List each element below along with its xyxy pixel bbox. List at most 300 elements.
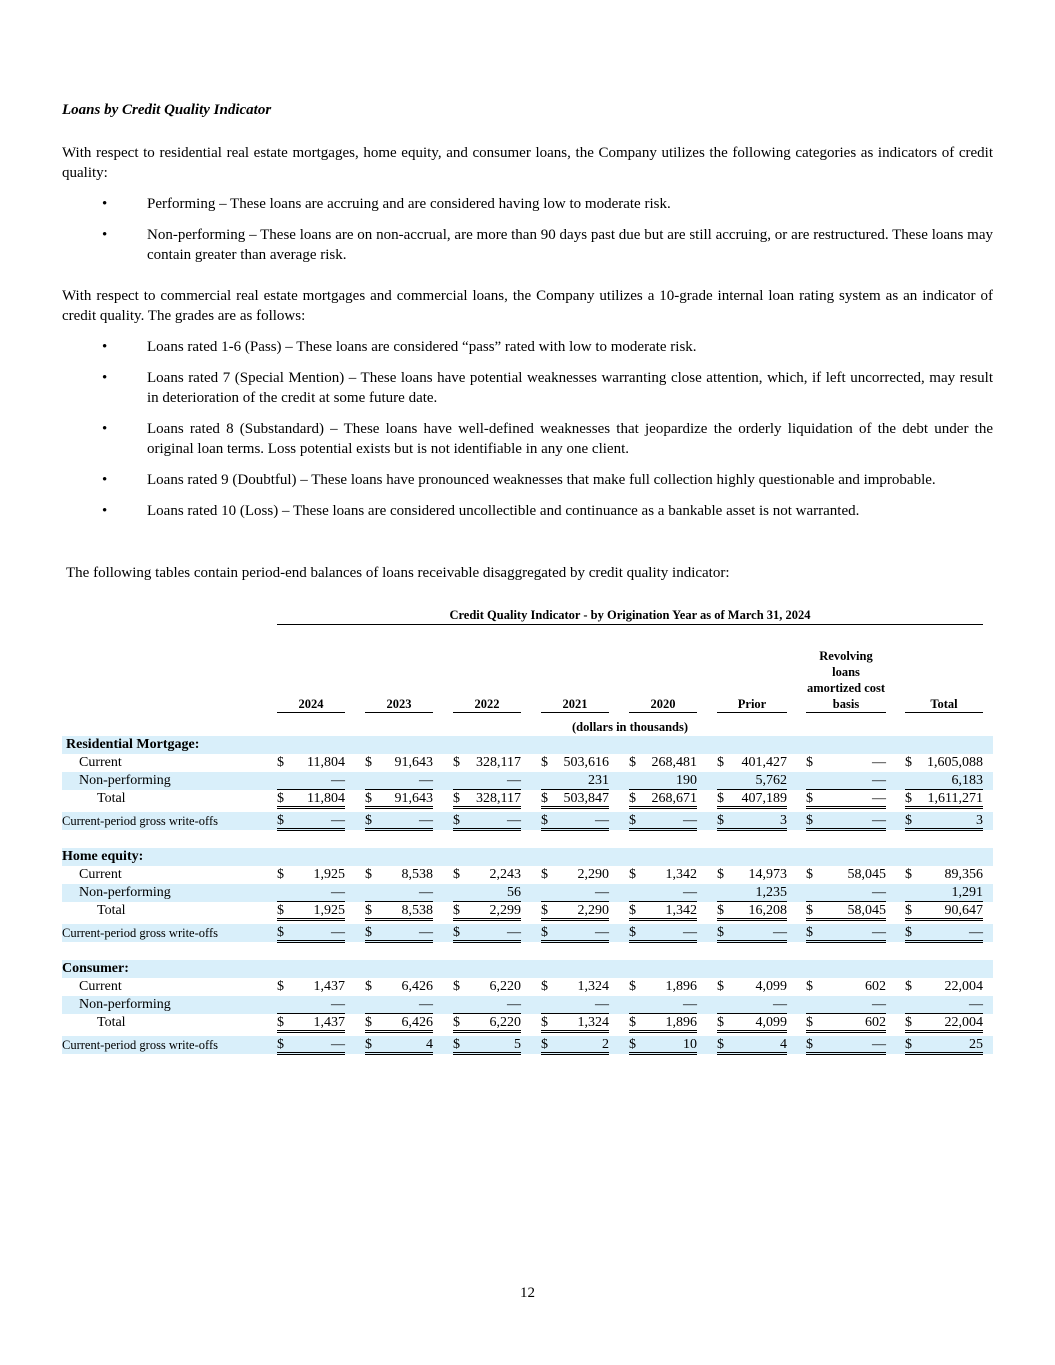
intro-paragraph-3: The following tables contain period-end balances of loans receivable disaggregated by credit quality indicator: bbox=[66, 565, 730, 581]
table-cell bbox=[541, 772, 609, 790]
currency-symbol: $ bbox=[453, 1037, 460, 1052]
column-header-2024: 2024 bbox=[277, 696, 345, 713]
cell-value: 1,437 bbox=[313, 1015, 345, 1030]
currency-symbol: $ bbox=[277, 925, 284, 940]
list-item: • Loans rated 9 (Doubtful) – These loans have pronounced weaknesses that make full collection highly questionable and improbable. bbox=[102, 472, 936, 488]
currency-symbol: $ bbox=[365, 813, 372, 828]
table-cell bbox=[541, 1036, 609, 1055]
cell-value: 25 bbox=[969, 1037, 983, 1052]
cell-value: 1,611,271 bbox=[927, 791, 983, 806]
cell-value: 8,538 bbox=[401, 903, 433, 918]
cell-value: — bbox=[595, 925, 609, 940]
table-cell bbox=[629, 902, 697, 921]
spacer-row bbox=[62, 830, 993, 848]
currency-symbol: $ bbox=[541, 791, 548, 806]
cell-value: 5,762 bbox=[755, 773, 787, 788]
table-cell bbox=[717, 790, 787, 809]
table-cell bbox=[629, 812, 697, 831]
column-header-prior: Prior bbox=[717, 696, 787, 713]
currency-symbol: $ bbox=[277, 903, 284, 918]
cell-value: — bbox=[969, 997, 983, 1012]
bullet-icon: • bbox=[102, 472, 108, 488]
table-cell bbox=[806, 812, 886, 831]
cell-value: — bbox=[683, 813, 697, 828]
currency-symbol: $ bbox=[806, 903, 813, 918]
table-cell bbox=[717, 866, 787, 884]
cell-value: — bbox=[872, 791, 886, 806]
row-label: Total bbox=[97, 1015, 126, 1030]
table-cell bbox=[453, 754, 521, 772]
cell-value: 11,804 bbox=[307, 791, 345, 806]
intro-paragraph-1: With respect to residential real estate mortgages, home equity, and consumer loans, the Company utilizes the following categories as indicators of credit quality: bbox=[62, 145, 993, 181]
cell-value: 6,220 bbox=[489, 1015, 521, 1030]
table-cell bbox=[905, 1014, 983, 1033]
cell-value: 56 bbox=[507, 885, 521, 900]
cell-value: 58,045 bbox=[847, 903, 886, 918]
cell-value: 6,426 bbox=[401, 1015, 433, 1030]
currency-symbol: $ bbox=[277, 791, 284, 806]
currency-symbol: $ bbox=[541, 1037, 548, 1052]
currency-symbol: $ bbox=[541, 755, 548, 770]
cell-value: 1,342 bbox=[665, 903, 697, 918]
table-cell bbox=[365, 902, 433, 921]
currency-symbol: $ bbox=[453, 791, 460, 806]
table-cell bbox=[806, 866, 886, 884]
column-header-2022: 2022 bbox=[453, 696, 521, 713]
currency-symbol: $ bbox=[277, 755, 284, 770]
currency-symbol: $ bbox=[905, 903, 912, 918]
table-cell bbox=[453, 978, 521, 996]
cell-value: 2,299 bbox=[489, 903, 521, 918]
table-cell bbox=[806, 1014, 886, 1033]
cell-value: 268,481 bbox=[651, 755, 697, 770]
table-cell bbox=[541, 902, 609, 921]
currency-symbol: $ bbox=[629, 1037, 636, 1052]
table-cell bbox=[806, 772, 886, 790]
table-cell bbox=[277, 1036, 345, 1055]
currency-symbol: $ bbox=[541, 813, 548, 828]
currency-symbol: $ bbox=[453, 903, 460, 918]
cell-value: — bbox=[419, 997, 433, 1012]
currency-symbol: $ bbox=[629, 791, 636, 806]
currency-symbol: $ bbox=[905, 755, 912, 770]
table-cell bbox=[365, 924, 433, 943]
row-label: Non-performing bbox=[79, 997, 171, 1012]
currency-symbol: $ bbox=[365, 755, 372, 770]
cell-value: — bbox=[419, 885, 433, 900]
table-row bbox=[62, 812, 993, 830]
currency-symbol: $ bbox=[717, 755, 724, 770]
currency-symbol: $ bbox=[365, 979, 372, 994]
list-item: • Loans rated 1-6 (Pass) – These loans are considered “pass” rated with low to moderate risk. bbox=[102, 339, 697, 355]
table-cell bbox=[629, 924, 697, 943]
cell-value: 407,189 bbox=[741, 791, 787, 806]
currency-symbol: $ bbox=[365, 867, 372, 882]
table-cell bbox=[629, 866, 697, 884]
currency-symbol: $ bbox=[541, 925, 548, 940]
table-cell bbox=[453, 866, 521, 884]
list-item: • Loans rated 7 (Special Mention) – These loans have potential weaknesses warranting close attention, which, if left uncorrected, may result in deterioration of the credit at some future date. bbox=[102, 370, 993, 406]
currency-symbol: $ bbox=[905, 867, 912, 882]
cell-value: 1,324 bbox=[577, 1015, 609, 1030]
table-cell bbox=[629, 772, 697, 790]
table-row bbox=[62, 924, 993, 942]
table-cell bbox=[277, 884, 345, 902]
units-label: (dollars in thousands) bbox=[571, 720, 688, 734]
cell-value: 2 bbox=[602, 1037, 609, 1052]
currency-symbol: $ bbox=[905, 1015, 912, 1030]
cell-value: — bbox=[507, 997, 521, 1012]
column-header-2023: 2023 bbox=[365, 696, 433, 713]
row-label: Non-performing bbox=[79, 773, 171, 788]
cell-value: — bbox=[507, 773, 521, 788]
cell-value: — bbox=[331, 813, 345, 828]
table-cell bbox=[365, 754, 433, 772]
currency-symbol: $ bbox=[541, 867, 548, 882]
currency-symbol: $ bbox=[629, 979, 636, 994]
table-cell bbox=[541, 924, 609, 943]
cell-value: 6,220 bbox=[489, 979, 521, 994]
table-cell bbox=[365, 790, 433, 809]
currency-symbol: $ bbox=[453, 867, 460, 882]
table-title: Credit Quality Indicator - by Origination Year as of March 31, 2024 bbox=[277, 608, 983, 625]
cell-value: — bbox=[683, 885, 697, 900]
currency-symbol: $ bbox=[905, 1037, 912, 1052]
group-header-row bbox=[62, 960, 993, 978]
currency-symbol: $ bbox=[717, 979, 724, 994]
table-cell bbox=[541, 754, 609, 772]
cell-value: 16,208 bbox=[748, 903, 787, 918]
table-cell bbox=[905, 1036, 983, 1055]
cell-value: — bbox=[331, 885, 345, 900]
table-cell bbox=[541, 866, 609, 884]
table-cell bbox=[905, 978, 983, 996]
cell-value: — bbox=[595, 885, 609, 900]
cell-value: 4,099 bbox=[755, 979, 787, 994]
cell-value: 6,183 bbox=[951, 773, 983, 788]
cell-value: 90,647 bbox=[944, 903, 983, 918]
table-cell bbox=[629, 996, 697, 1014]
currency-symbol: $ bbox=[806, 1037, 813, 1052]
cell-value: — bbox=[507, 813, 521, 828]
cell-value: — bbox=[595, 813, 609, 828]
currency-symbol: $ bbox=[806, 813, 813, 828]
row-label: Current bbox=[79, 755, 122, 770]
cell-value: 268,671 bbox=[651, 791, 697, 806]
cell-value: 1,605,088 bbox=[927, 755, 983, 770]
table-cell bbox=[905, 812, 983, 831]
table-cell bbox=[629, 754, 697, 772]
currency-symbol: $ bbox=[365, 925, 372, 940]
currency-symbol: $ bbox=[629, 903, 636, 918]
table-row bbox=[62, 866, 993, 884]
table-row bbox=[62, 884, 993, 902]
currency-symbol: $ bbox=[365, 791, 372, 806]
currency-symbol: $ bbox=[277, 1037, 284, 1052]
cell-value: 1,896 bbox=[665, 1015, 697, 1030]
table-row bbox=[62, 790, 993, 808]
currency-symbol: $ bbox=[629, 867, 636, 882]
table-row bbox=[62, 996, 993, 1014]
cell-value: 1,437 bbox=[313, 979, 345, 994]
cell-value: — bbox=[773, 925, 787, 940]
table-cell bbox=[453, 812, 521, 831]
table-cell bbox=[717, 924, 787, 943]
cell-value: — bbox=[419, 813, 433, 828]
cell-value: 10 bbox=[683, 1037, 697, 1052]
currency-symbol: $ bbox=[717, 925, 724, 940]
cell-value: — bbox=[331, 1037, 345, 1052]
intro-paragraph-2: With respect to commercial real estate mortgages and commercial loans, the Company utilizes a 10-grade internal loan rating system as an indicator of credit quality. The grades are as follows: bbox=[62, 288, 993, 324]
table-cell bbox=[453, 902, 521, 921]
table-cell bbox=[277, 924, 345, 943]
table-cell bbox=[717, 1014, 787, 1033]
bullet-icon: • bbox=[102, 503, 108, 519]
table-row bbox=[62, 978, 993, 996]
currency-symbol: $ bbox=[453, 925, 460, 940]
currency-symbol: $ bbox=[717, 813, 724, 828]
currency-symbol: $ bbox=[717, 791, 724, 806]
table-cell bbox=[541, 790, 609, 809]
cell-value: 401,427 bbox=[741, 755, 787, 770]
cell-value: — bbox=[872, 813, 886, 828]
currency-symbol: $ bbox=[453, 755, 460, 770]
currency-symbol: $ bbox=[277, 867, 284, 882]
currency-symbol: $ bbox=[453, 979, 460, 994]
currency-symbol: $ bbox=[806, 1015, 813, 1030]
currency-symbol: $ bbox=[905, 979, 912, 994]
table-cell bbox=[806, 996, 886, 1014]
table-row bbox=[62, 1014, 993, 1032]
group-header-row bbox=[62, 848, 993, 866]
table-cell bbox=[541, 978, 609, 996]
table-cell bbox=[453, 884, 521, 902]
row-label: Current-period gross write-offs bbox=[62, 926, 218, 940]
table-cell bbox=[541, 1014, 609, 1033]
table-cell bbox=[365, 772, 433, 790]
bullet-icon: • bbox=[102, 227, 108, 243]
currency-symbol: $ bbox=[453, 1015, 460, 1030]
currency-symbol: $ bbox=[905, 925, 912, 940]
table-row bbox=[62, 754, 993, 772]
currency-symbol: $ bbox=[365, 903, 372, 918]
table-cell bbox=[277, 772, 345, 790]
cell-value: — bbox=[683, 925, 697, 940]
cell-value: 503,847 bbox=[563, 791, 609, 806]
cell-value: 11,804 bbox=[307, 755, 345, 770]
cell-value: — bbox=[872, 997, 886, 1012]
table-cell bbox=[629, 1014, 697, 1033]
cell-value: — bbox=[331, 997, 345, 1012]
table-cell bbox=[453, 790, 521, 809]
row-label: Non-performing bbox=[79, 885, 171, 900]
cell-value: — bbox=[683, 997, 697, 1012]
currency-symbol: $ bbox=[453, 813, 460, 828]
table-cell bbox=[629, 1036, 697, 1055]
currency-symbol: $ bbox=[806, 979, 813, 994]
currency-symbol: $ bbox=[717, 903, 724, 918]
table-cell bbox=[905, 772, 983, 790]
cell-value: — bbox=[595, 997, 609, 1012]
currency-symbol: $ bbox=[629, 813, 636, 828]
group-label: Residential Mortgage: bbox=[66, 737, 200, 752]
cell-value: 4 bbox=[426, 1037, 433, 1052]
cell-value: 2,290 bbox=[577, 867, 609, 882]
table-cell bbox=[717, 978, 787, 996]
table-cell bbox=[717, 1036, 787, 1055]
cell-value: 1,342 bbox=[665, 867, 697, 882]
currency-symbol: $ bbox=[277, 979, 284, 994]
table-cell bbox=[905, 996, 983, 1014]
cell-value: — bbox=[872, 885, 886, 900]
currency-symbol: $ bbox=[629, 1015, 636, 1030]
table-cell bbox=[629, 790, 697, 809]
table-cell bbox=[905, 754, 983, 772]
currency-symbol: $ bbox=[806, 925, 813, 940]
column-header-2020: 2020 bbox=[629, 696, 697, 713]
column-header-total: Total bbox=[905, 696, 983, 713]
table-cell bbox=[365, 996, 433, 1014]
cell-value: 5 bbox=[514, 1037, 521, 1052]
table-cell bbox=[277, 754, 345, 772]
cell-value: 2,290 bbox=[577, 903, 609, 918]
table-cell bbox=[905, 884, 983, 902]
cell-value: 328,117 bbox=[476, 755, 521, 770]
column-header-2021: 2021 bbox=[541, 696, 609, 713]
cell-value: 1,291 bbox=[951, 885, 983, 900]
table-cell bbox=[717, 884, 787, 902]
currency-symbol: $ bbox=[717, 1037, 724, 1052]
table-cell bbox=[806, 1036, 886, 1055]
table-cell bbox=[905, 866, 983, 884]
cell-value: 91,643 bbox=[394, 791, 433, 806]
cell-value: 6,426 bbox=[401, 979, 433, 994]
currency-symbol: $ bbox=[806, 791, 813, 806]
table-cell bbox=[629, 884, 697, 902]
cell-value: — bbox=[507, 925, 521, 940]
cell-value: 602 bbox=[865, 1015, 886, 1030]
table-cell bbox=[717, 902, 787, 921]
table-cell bbox=[365, 978, 433, 996]
table-cell bbox=[629, 978, 697, 996]
table-cell bbox=[277, 1014, 345, 1033]
currency-symbol: $ bbox=[277, 813, 284, 828]
table-cell bbox=[806, 978, 886, 996]
bullet-icon: • bbox=[102, 421, 108, 437]
table-cell bbox=[905, 790, 983, 809]
cell-value: 1,925 bbox=[313, 903, 345, 918]
cell-value: — bbox=[419, 925, 433, 940]
row-label: Current-period gross write-offs bbox=[62, 1038, 218, 1052]
table-cell bbox=[905, 902, 983, 921]
table-cell bbox=[806, 790, 886, 809]
list-item: • Loans rated 10 (Loss) – These loans are considered uncollectible and continuance as a bankable asset is not warranted. bbox=[102, 503, 860, 519]
cell-value: 3 bbox=[976, 813, 983, 828]
cell-value: — bbox=[331, 925, 345, 940]
cell-value: 1,925 bbox=[313, 867, 345, 882]
list-item: • Non-performing – These loans are on non-accrual, are more than 90 days past due but are still accruing, or are restructured. These loans may contain greater than average risk. bbox=[102, 227, 993, 263]
currency-symbol: $ bbox=[277, 1015, 284, 1030]
table-cell bbox=[277, 996, 345, 1014]
row-label: Current bbox=[79, 979, 122, 994]
table-row bbox=[62, 902, 993, 920]
currency-symbol: $ bbox=[806, 755, 813, 770]
cell-value: — bbox=[969, 925, 983, 940]
table-cell bbox=[806, 924, 886, 943]
cell-value: 1,896 bbox=[665, 979, 697, 994]
table-cell bbox=[453, 772, 521, 790]
cell-value: 328,117 bbox=[476, 791, 521, 806]
currency-symbol: $ bbox=[629, 925, 636, 940]
cell-value: — bbox=[773, 997, 787, 1012]
column-header-revolving: Revolving loans amortized cost basis bbox=[806, 649, 886, 711]
table-row bbox=[62, 1036, 993, 1054]
currency-symbol: $ bbox=[806, 867, 813, 882]
spacer-row bbox=[62, 942, 993, 960]
cell-value: 190 bbox=[676, 773, 697, 788]
row-label: Current bbox=[79, 867, 122, 882]
table-cell bbox=[541, 884, 609, 902]
table-cell bbox=[277, 978, 345, 996]
group-header-row bbox=[62, 736, 993, 754]
cell-value: 14,973 bbox=[748, 867, 787, 882]
currency-symbol: $ bbox=[541, 1015, 548, 1030]
table-cell bbox=[365, 884, 433, 902]
cell-value: — bbox=[872, 773, 886, 788]
bullet-icon: • bbox=[102, 196, 108, 212]
group-label: Consumer: bbox=[62, 961, 129, 976]
cell-value: 1,324 bbox=[577, 979, 609, 994]
row-label: Total bbox=[97, 791, 126, 806]
table-cell bbox=[365, 812, 433, 831]
bullet-icon: • bbox=[102, 370, 108, 386]
bullet-list-1 bbox=[62, 194, 993, 276]
cell-value: 58,045 bbox=[847, 867, 886, 882]
cell-value: 4,099 bbox=[755, 1015, 787, 1030]
table-cell bbox=[717, 772, 787, 790]
cell-value: 2,243 bbox=[489, 867, 521, 882]
currency-symbol: $ bbox=[541, 903, 548, 918]
table-cell bbox=[806, 902, 886, 921]
currency-symbol: $ bbox=[629, 755, 636, 770]
cell-value: — bbox=[872, 925, 886, 940]
row-label: Total bbox=[97, 903, 126, 918]
cell-value: 8,538 bbox=[401, 867, 433, 882]
table-cell bbox=[365, 866, 433, 884]
cell-value: 3 bbox=[780, 813, 787, 828]
table-cell bbox=[453, 1036, 521, 1055]
table-cell bbox=[277, 902, 345, 921]
cell-value: 231 bbox=[588, 773, 609, 788]
table-cell bbox=[365, 1036, 433, 1055]
cell-value: 89,356 bbox=[944, 867, 983, 882]
currency-symbol: $ bbox=[717, 1015, 724, 1030]
table-cell bbox=[905, 924, 983, 943]
table-cell bbox=[717, 996, 787, 1014]
table-cell bbox=[453, 996, 521, 1014]
table-cell bbox=[365, 1014, 433, 1033]
table-row bbox=[62, 772, 993, 790]
table-cell bbox=[277, 790, 345, 809]
table-cell bbox=[717, 812, 787, 831]
cell-value: — bbox=[419, 773, 433, 788]
cell-value: — bbox=[331, 773, 345, 788]
cell-value: 1,235 bbox=[755, 885, 787, 900]
section-title: Loans by Credit Quality Indicator bbox=[62, 102, 272, 118]
cell-value: 602 bbox=[865, 979, 886, 994]
table-cell bbox=[277, 866, 345, 884]
cell-value: 91,643 bbox=[394, 755, 433, 770]
